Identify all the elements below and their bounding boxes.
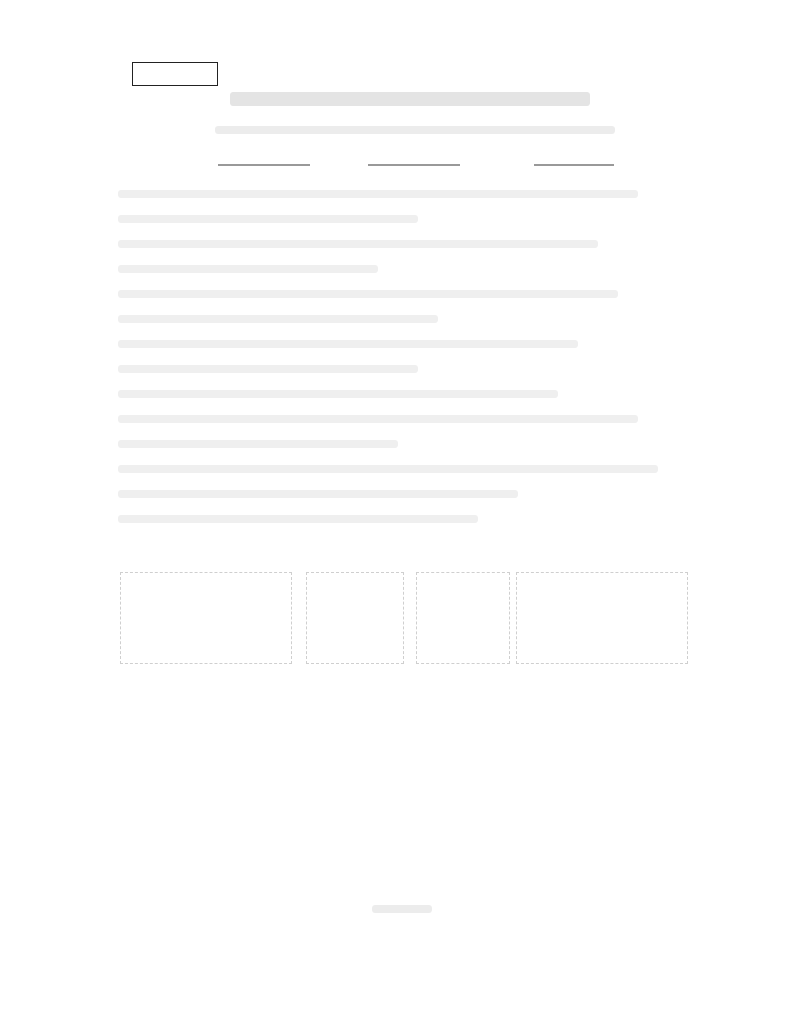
confidential-stamp-box [132, 62, 218, 86]
figure-placeholder [120, 572, 292, 664]
figure-placeholder [516, 572, 688, 664]
field-underline [368, 164, 460, 166]
field-underline [218, 164, 310, 166]
figure-placeholder [306, 572, 404, 664]
figure-placeholder [416, 572, 510, 664]
meta-placeholder [215, 126, 615, 134]
title-placeholder [230, 92, 590, 106]
footer-placeholder [372, 905, 432, 913]
field-underline [534, 164, 614, 166]
question-area-placeholder [118, 190, 690, 870]
